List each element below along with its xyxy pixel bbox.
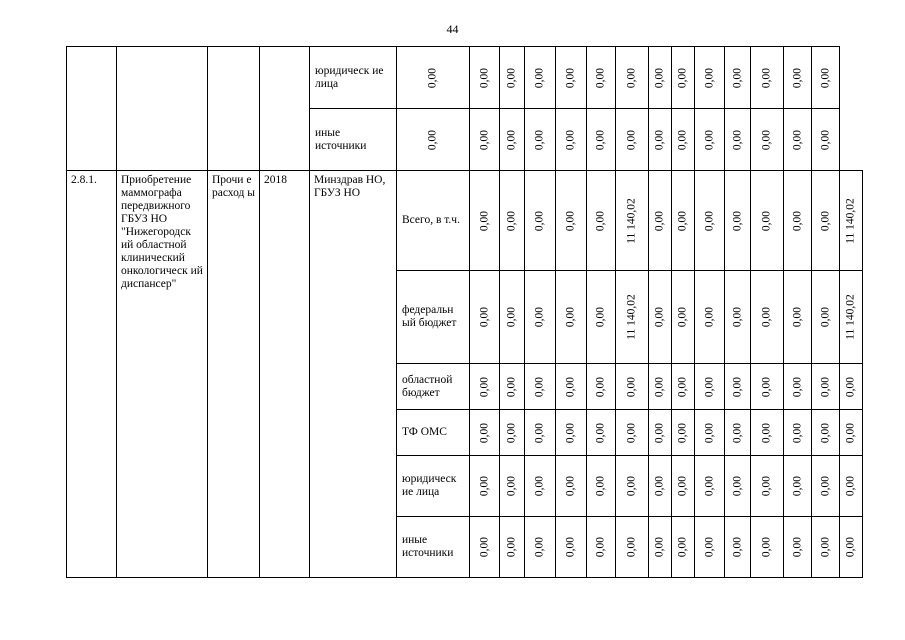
value-cell [812,364,840,410]
value-text: 0,00 [653,536,666,558]
value-text: 0,00 [703,376,715,397]
value-cell [672,171,695,271]
value-cell [672,517,695,578]
value-cell [649,364,672,410]
value-text: 0,00 [760,67,773,88]
value-text: 0,00 [731,306,743,328]
value-cell [470,364,500,410]
value-cell [751,456,784,517]
table-row [67,47,863,109]
value-text: 0,00 [478,536,490,558]
value-cell [725,109,751,171]
value-text: 0,00 [819,210,831,231]
value-text: 0,00 [819,129,831,150]
value-cell [470,271,500,364]
value-text: 0,00 [505,422,518,443]
value-text: 0,00 [505,306,518,328]
funding-source-cell: иные источники [310,109,397,171]
value-cell [500,410,525,456]
value-cell [725,410,751,456]
value-text: 0,00 [564,422,577,443]
value-cell [525,109,556,171]
empty-cell [67,47,117,171]
value-cell [649,517,672,578]
value-cell [616,171,649,271]
value-text: 0,00 [564,129,577,150]
value-cell [784,47,812,109]
value-text: 0,00 [844,376,857,397]
financing-table [66,46,863,578]
value-text: 0,00 [731,210,743,231]
value-text: 0,00 [731,475,743,497]
value-text: 0,00 [625,475,638,497]
value-cell [649,109,672,171]
value-cell [695,271,725,364]
value-text: 0,00 [791,67,803,88]
value-cell [784,271,812,364]
value-text: 0,00 [760,422,773,443]
value-text: 0,00 [791,536,803,558]
value-text: 0,00 [760,210,773,231]
empty-cell [260,47,310,171]
value-cell [470,47,500,109]
value-text: 0,00 [564,67,577,88]
value-text: 0,00 [533,306,546,328]
value-cell [525,171,556,271]
value-cell [784,109,812,171]
value-cell [556,456,587,517]
value-cell [695,517,725,578]
value-cell [500,271,525,364]
value-text: 0,00 [478,210,490,231]
value-text: 0,00 [478,475,490,497]
value-cell [751,47,784,109]
value-cell [751,410,784,456]
value-cell [587,171,616,271]
value-cell [500,109,525,171]
value-text: 0,00 [478,306,490,328]
value-text: 0,00 [791,475,803,497]
value-text: 0,00 [426,129,439,150]
value-text: 0,00 [594,475,607,497]
value-text: 0,00 [564,536,577,558]
value-cell [397,47,470,109]
value-text: 0,00 [653,210,666,231]
value-cell [525,271,556,364]
value-cell [751,364,784,410]
value-cell [649,47,672,109]
value-cell [587,47,616,109]
item-title-cell: Приобретение маммографа передвижного ГБУЗ НО "Нижегородск ий областной клинический онкологическ ий диспансер" [117,171,208,578]
value-text: 0,00 [564,306,577,328]
value-text: 0,00 [731,376,743,397]
value-cell [470,171,500,271]
value-cell [672,456,695,517]
value-text: 0,00 [594,67,607,88]
value-text: 0,00 [625,422,638,443]
value-text: 11 140,02 [844,294,857,340]
value-cell [672,271,695,364]
value-cell [556,109,587,171]
value-text: 0,00 [791,376,803,397]
value-cell [751,109,784,171]
value-cell [672,47,695,109]
value-cell [751,517,784,578]
value-cell [672,410,695,456]
value-cell [616,517,649,578]
value-cell [725,47,751,109]
value-cell [812,171,840,271]
value-cell [725,517,751,578]
value-cell [616,456,649,517]
funding-source-cell: федеральн ый бюджет [397,271,470,364]
value-text: 0,00 [478,422,490,443]
value-text: 0,00 [844,475,857,497]
value-cell [525,410,556,456]
item-number-cell: 2.8.1. [67,171,117,578]
table-row [67,171,863,271]
value-text: 0,00 [533,422,546,443]
value-text: 0,00 [505,475,518,497]
value-text: 0,00 [731,536,743,558]
page-number: 44 [446,22,459,36]
value-cell [616,47,649,109]
value-text: 0,00 [791,129,803,150]
funding-source-cell: ТФ ОМС [397,410,470,456]
value-text: 0,00 [791,306,803,328]
value-cell [587,364,616,410]
value-text: 0,00 [594,376,607,397]
value-cell [812,47,840,109]
value-cell [840,410,863,456]
value-text: 0,00 [505,376,518,397]
value-cell [695,456,725,517]
value-cell [725,171,751,271]
value-cell [695,47,725,109]
value-cell [840,171,863,271]
value-text: 0,00 [533,376,546,397]
value-text: 0,00 [760,129,773,150]
value-text: 0,00 [505,67,518,88]
value-cell [695,364,725,410]
value-cell [812,271,840,364]
value-text: 0,00 [505,210,518,231]
value-text: 0,00 [760,536,773,558]
value-text: 0,00 [819,475,831,497]
empty-cell [117,47,208,171]
value-text: 0,00 [653,129,666,150]
value-text: 0,00 [564,376,577,397]
value-text: 0,00 [676,67,689,88]
value-text: 0,00 [760,376,773,397]
value-text: 0,00 [625,129,638,150]
value-cell [525,364,556,410]
value-cell [812,517,840,578]
value-cell [812,456,840,517]
value-text: 0,00 [791,422,803,443]
value-text: 0,00 [533,536,546,558]
value-text: 0,00 [625,536,638,558]
value-text: 0,00 [478,376,490,397]
value-cell [587,109,616,171]
value-text: 0,00 [676,306,689,328]
value-text: 0,00 [505,536,518,558]
value-text: 0,00 [703,129,715,150]
value-text: 0,00 [426,67,439,88]
value-cell [587,456,616,517]
value-text: 0,00 [703,67,715,88]
item-year-cell: 2018 [260,171,310,578]
value-text: 0,00 [819,536,831,558]
value-text: 0,00 [478,129,490,150]
value-cell [525,47,556,109]
value-text: 0,00 [676,475,689,497]
value-cell [649,271,672,364]
value-text: 0,00 [731,422,743,443]
value-text: 0,00 [703,306,715,328]
value-text: 0,00 [676,422,689,443]
value-text: 0,00 [791,210,803,231]
value-cell [556,47,587,109]
funding-source-cell: юридическ ие лица [310,47,397,109]
value-cell [649,456,672,517]
value-text: 0,00 [478,67,490,88]
funding-source-cell: областной бюджет [397,364,470,410]
value-cell [470,410,500,456]
value-cell [525,456,556,517]
value-text: 0,00 [703,422,715,443]
value-cell [525,517,556,578]
value-text: 0,00 [819,67,831,88]
value-cell [616,271,649,364]
value-text: 0,00 [594,210,607,231]
value-cell [840,271,863,364]
value-text: 0,00 [703,475,715,497]
value-text: 11 140,02 [844,197,857,244]
value-cell [840,364,863,410]
value-text: 0,00 [625,67,638,88]
value-cell [500,456,525,517]
value-text: 0,00 [703,536,715,558]
value-text: 0,00 [533,210,546,231]
value-cell [587,410,616,456]
value-cell [695,109,725,171]
value-cell [587,517,616,578]
value-text: 11 140,02 [625,294,638,340]
value-text: 0,00 [653,306,666,328]
value-cell [784,364,812,410]
value-cell [470,517,500,578]
value-text: 0,00 [594,129,607,150]
value-cell [500,47,525,109]
value-text: 0,00 [653,67,666,88]
value-cell [751,271,784,364]
value-cell [725,364,751,410]
value-cell [812,109,840,171]
value-text: 0,00 [533,67,546,88]
value-cell [840,517,863,578]
item-category-cell: Прочи е расход ы [208,171,260,578]
value-cell [556,171,587,271]
value-cell [812,410,840,456]
value-cell [500,171,525,271]
value-text: 0,00 [676,210,689,231]
value-text: 0,00 [731,67,743,88]
value-cell [695,410,725,456]
value-text: 0,00 [676,129,689,150]
value-cell [784,410,812,456]
value-text: 0,00 [819,376,831,397]
value-cell [556,271,587,364]
value-cell [784,456,812,517]
value-cell [556,517,587,578]
value-cell [587,271,616,364]
value-text: 0,00 [625,376,638,397]
value-text: 0,00 [703,210,715,231]
item-executor-cell: Минздрав НО, ГБУЗ НО [310,171,397,578]
value-cell [649,410,672,456]
funding-source-cell: юридическ ие лица [397,456,470,517]
value-cell [725,456,751,517]
value-cell [672,109,695,171]
value-text: 0,00 [653,422,666,443]
value-text: 0,00 [844,422,857,443]
value-text: 0,00 [505,129,518,150]
value-cell [725,271,751,364]
value-text: 0,00 [653,376,666,397]
value-cell [470,456,500,517]
value-text: 0,00 [533,129,546,150]
value-text: 0,00 [594,306,607,328]
value-cell [784,171,812,271]
value-cell [397,109,470,171]
value-text: 0,00 [819,306,831,328]
value-cell [556,410,587,456]
value-text: 0,00 [533,475,546,497]
value-text: 0,00 [819,422,831,443]
value-cell [695,171,725,271]
funding-source-cell: иные источники [397,517,470,578]
value-cell [672,364,695,410]
value-cell [784,517,812,578]
funding-source-cell: Всего, в т.ч. [397,171,470,271]
value-cell [840,456,863,517]
value-cell [470,109,500,171]
value-text: 0,00 [676,536,689,558]
value-cell [500,364,525,410]
value-text: 0,00 [676,376,689,397]
value-text: 0,00 [844,536,857,558]
value-text: 0,00 [564,475,577,497]
value-text: 0,00 [564,210,577,231]
value-text: 0,00 [594,422,607,443]
value-text: 0,00 [760,306,773,328]
table-body [67,47,863,578]
empty-cell [208,47,260,171]
value-cell [616,109,649,171]
value-cell [556,364,587,410]
value-text: 11 140,02 [625,197,638,244]
value-text: 0,00 [653,475,666,497]
value-cell [616,364,649,410]
value-text: 0,00 [731,129,743,150]
value-cell [616,410,649,456]
value-text: 0,00 [594,536,607,558]
value-cell [751,171,784,271]
value-text: 0,00 [760,475,773,497]
value-cell [500,517,525,578]
value-cell [649,171,672,271]
